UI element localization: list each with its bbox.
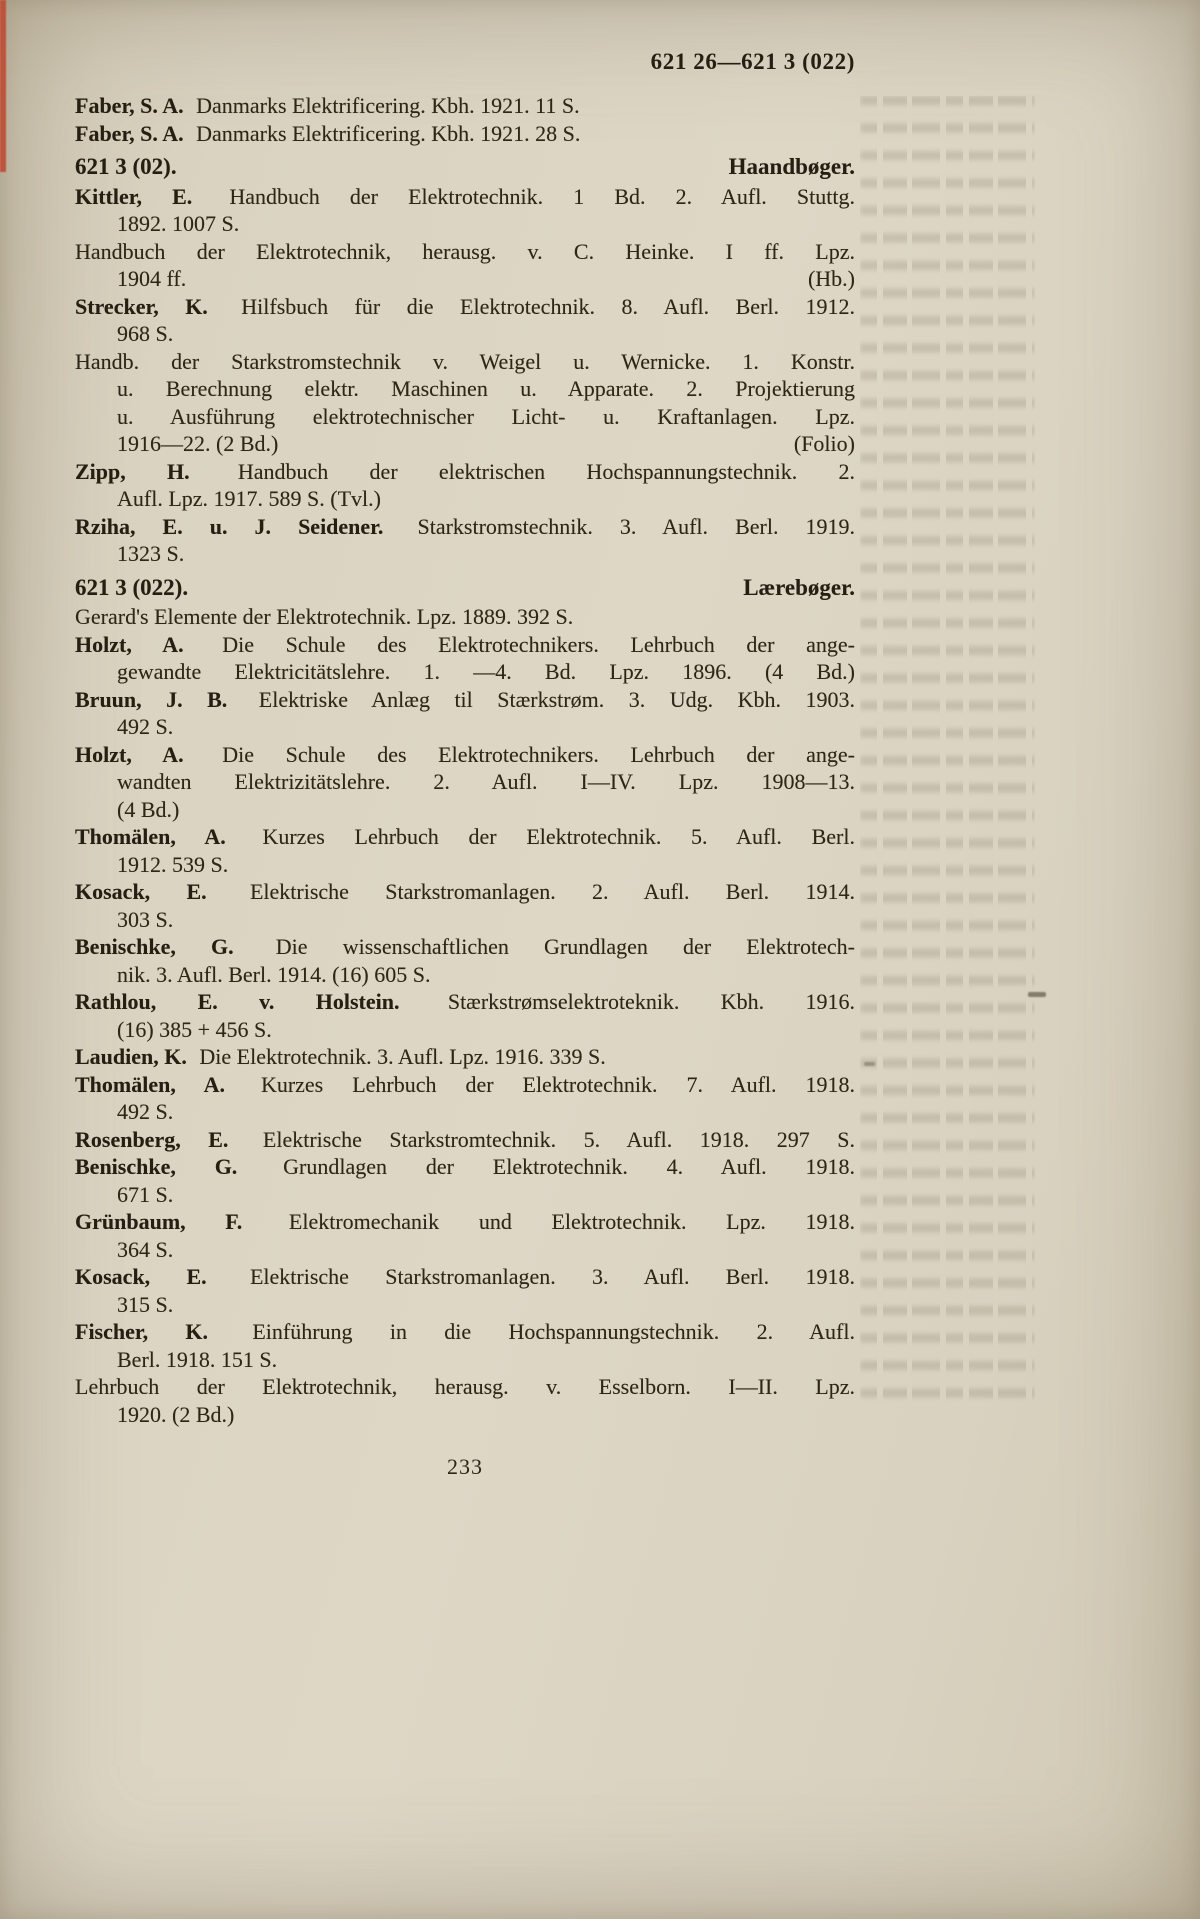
entry-text: Kurzes Lehrbuch der Elektrotechnik. 5. Aufl. Berl.	[232, 824, 855, 849]
page-number: 233	[447, 1454, 483, 1479]
author-name: Fischer, K.	[75, 1319, 209, 1344]
author-name: Rathlou, E. v. Holstein.	[75, 989, 400, 1014]
entry-line	[75, 403, 855, 431]
entry-line	[75, 603, 855, 631]
entry-line	[75, 658, 855, 686]
entry-text: (4 Bd.)	[117, 796, 180, 822]
scan-speck	[864, 1062, 875, 1066]
entry-line	[75, 1016, 855, 1044]
entry-line	[75, 293, 855, 321]
author-name: Thomälen, A.	[75, 1071, 225, 1097]
entry-line	[75, 686, 855, 714]
section-category-label: Lærebøger.	[743, 574, 855, 600]
entry-text: 968 S.	[117, 321, 174, 346]
entry-line	[75, 458, 855, 486]
entry-line	[75, 92, 855, 120]
author-name: Benischke, G.	[75, 934, 234, 959]
entry-text: 671 S.	[117, 1181, 174, 1207]
entry-text: 1916—22. (2 Bd.)	[117, 431, 279, 456]
entry-text: Kurzes Lehrbuch der Elektrotechnik. 7. Aufl. 1918.	[231, 1071, 855, 1097]
entry-text: 492 S.	[117, 714, 174, 739]
entry-text: Danmarks Elektrificering. Kbh. 1921. 28 S.	[190, 120, 581, 146]
entry-text: 1892. 1007 S.	[117, 211, 240, 236]
author-name: Rziha, E. u. J. Seidener.	[75, 513, 384, 539]
entry-line	[75, 238, 855, 266]
author-name: Faber, S. A.	[75, 93, 184, 118]
entry-text: 492 S.	[117, 1099, 174, 1124]
entry-text: 1920. (2 Bd.)	[117, 1401, 235, 1427]
entry-line	[75, 183, 855, 211]
entry-line	[75, 375, 855, 403]
entry-text: 364 S.	[117, 1236, 174, 1262]
section-code: 621 3 (022).	[75, 574, 189, 600]
author-name: Zipp, H.	[75, 458, 190, 484]
entry-text: u. Ausführung elektrotechnischer Licht- u. Kraftanlagen. Lpz.	[117, 403, 855, 429]
entry-text: 303 S.	[117, 906, 174, 932]
entry-line	[75, 741, 855, 769]
entry-text: Elektromechanik und Elektrotechnik. Lpz. 1918.	[249, 1209, 855, 1234]
entry-text: Handbuch der Elektrotechnik, herausg. v. C. Heinke. I ff. Lpz.	[75, 238, 855, 264]
author-name: Kosack, E.	[75, 879, 207, 904]
author-name: Kosack, E.	[75, 1264, 207, 1289]
entry-line	[75, 540, 855, 568]
entry-line	[75, 1071, 855, 1099]
entry-line	[75, 1181, 855, 1209]
author-name: Benischke, G.	[75, 1154, 238, 1179]
entry-text: Berl. 1918. 151 S.	[117, 1346, 278, 1372]
entry-text: Elektrische Starkstromtechnik. 5. Aufl. 1918. 297 S.	[235, 1126, 855, 1152]
entry-text: Handbuch der elektrischen Hochspannungstechnik. 2.	[196, 458, 855, 484]
entry-text: wandten Elektrizitätslehre. 2. Aufl. I—IV. Lpz. 1908—13.	[117, 769, 855, 794]
entry-line	[75, 1346, 855, 1374]
bleedthrough-ghost-text	[860, 96, 1035, 1411]
entry-line	[75, 1236, 855, 1264]
entry-text: (16) 385 + 456 S.	[117, 1016, 272, 1042]
entry-line	[75, 1153, 855, 1181]
author-name: Faber, S. A.	[75, 120, 184, 146]
section-heading	[75, 574, 855, 602]
entry-line	[75, 1208, 855, 1236]
entry-line	[75, 430, 855, 458]
entry-line	[75, 348, 855, 376]
entry-text: gewandte Elektricitätslehre. 1. —4. Bd. Lpz. 1896. (4 Bd.)	[117, 659, 855, 684]
entry-line	[75, 1098, 855, 1126]
entry-text: Handb. der Starkstromstechnik v. Weigel u. Wernicke. 1. Konstr.	[75, 348, 855, 374]
entry-line	[75, 631, 855, 659]
entry-line	[75, 933, 855, 961]
entry-text: Die Schule des Elektrotechnikers. Lehrbuch der ange-	[190, 631, 855, 657]
entry-text: Gerard's Elemente der Elektrotechnik. Lpz. 1889. 392 S.	[75, 604, 574, 629]
entry-line	[75, 120, 855, 148]
entry-line	[75, 851, 855, 879]
entry-line	[75, 768, 855, 796]
bibliography-entries	[75, 92, 855, 1428]
running-head-classification: 621 26—621 3 (022)	[650, 49, 855, 74]
entry-text: Stærkstrømselektroteknik. Kbh. 1916.	[406, 989, 855, 1014]
author-name: Holzt, A.	[75, 631, 184, 657]
entry-line	[75, 796, 855, 824]
entry-line	[75, 265, 855, 293]
entry-line	[75, 1263, 855, 1291]
entry-text: Handbuch der Elektrotechnik. 1 Bd. 2. Aufl. Stuttg.	[199, 183, 855, 209]
entry-text: Elektrische Starkstromanlagen. 2. Aufl. Berl. 1914.	[213, 879, 855, 904]
section-code: 621 3 (02).	[75, 154, 177, 179]
entry-text: Elektriske Anlæg til Stærkstrøm. 3. Udg. Kbh. 1903.	[234, 686, 855, 712]
entry-line	[75, 1318, 855, 1346]
entry-text: Aufl. Lpz. 1917. 589 S. (Tvl.)	[117, 486, 381, 511]
entry-line	[75, 513, 855, 541]
entry-line	[75, 1043, 855, 1071]
entry-text: Lehrbuch der Elektrotechnik, herausg. v. Esselborn. I—II. Lpz.	[75, 1374, 855, 1399]
entry-line	[75, 906, 855, 934]
author-name: Rosenberg, E.	[75, 1126, 229, 1152]
entry-line	[75, 1291, 855, 1319]
entry-text: nik. 3. Aufl. Berl. 1914. (16) 605 S.	[117, 961, 431, 987]
author-name: Kittler, E.	[75, 183, 193, 209]
entry-text: 1912. 539 S.	[117, 851, 229, 877]
entry-line	[75, 1126, 855, 1154]
entry-line	[75, 210, 855, 238]
entry-line	[75, 713, 855, 741]
entry-line	[75, 1401, 855, 1429]
author-name: Thomälen, A.	[75, 824, 226, 849]
entry-line	[75, 961, 855, 989]
text-column	[75, 48, 855, 1480]
entry-text: Danmarks Elektrificering. Kbh. 1921. 11 S.	[190, 93, 580, 118]
entry-line	[75, 988, 855, 1016]
scan-speck	[1028, 992, 1046, 997]
entry-line	[75, 320, 855, 348]
entry-text: Grundlagen der Elektrotechnik. 4. Aufl. 1918.	[244, 1154, 855, 1179]
entry-text: Die Elektrotechnik. 3. Aufl. Lpz. 1916. 339 S.	[193, 1044, 606, 1069]
entry-text: Hilfsbuch für die Elektrotechnik. 8. Aufl. Berl. 1912.	[214, 293, 855, 319]
section-heading	[75, 153, 855, 181]
entry-text: Starkstromstechnik. 3. Aufl. Berl. 1919.	[390, 513, 855, 539]
author-name: Holzt, A.	[75, 741, 184, 767]
author-name: Grünbaum, F.	[75, 1209, 243, 1234]
entry-line	[75, 485, 855, 513]
section-category-label: Haandbøger.	[728, 154, 855, 179]
entry-text: Die wissenschaftlichen Grundlagen der Elektrotech-	[240, 934, 855, 959]
entry-line	[75, 1373, 855, 1401]
scan-red-edge-mark	[0, 0, 6, 172]
entry-text: 1323 S.	[117, 541, 185, 566]
entry-text: u. Berechnung elektr. Maschinen u. Apparate. 2. Projektierung	[117, 376, 855, 401]
entry-line	[75, 878, 855, 906]
author-name: Laudien, K.	[75, 1044, 187, 1069]
entry-text: Einführung in die Hochspannungstechnik. 2. Aufl.	[215, 1319, 855, 1344]
author-name: Bruun, J. B.	[75, 686, 228, 712]
entry-text: Die Schule des Elektrotechnikers. Lehrbuch der ange-	[190, 741, 855, 767]
format-note: (Hb.)	[807, 266, 855, 291]
author-name: Strecker, K.	[75, 293, 208, 319]
entry-text: 1904 ff.	[117, 266, 187, 291]
entry-text: Elektrische Starkstromanlagen. 3. Aufl. Berl. 1918.	[213, 1264, 855, 1289]
entry-text: 315 S.	[117, 1291, 174, 1317]
format-note: (Folio)	[793, 431, 855, 456]
entry-line	[75, 823, 855, 851]
